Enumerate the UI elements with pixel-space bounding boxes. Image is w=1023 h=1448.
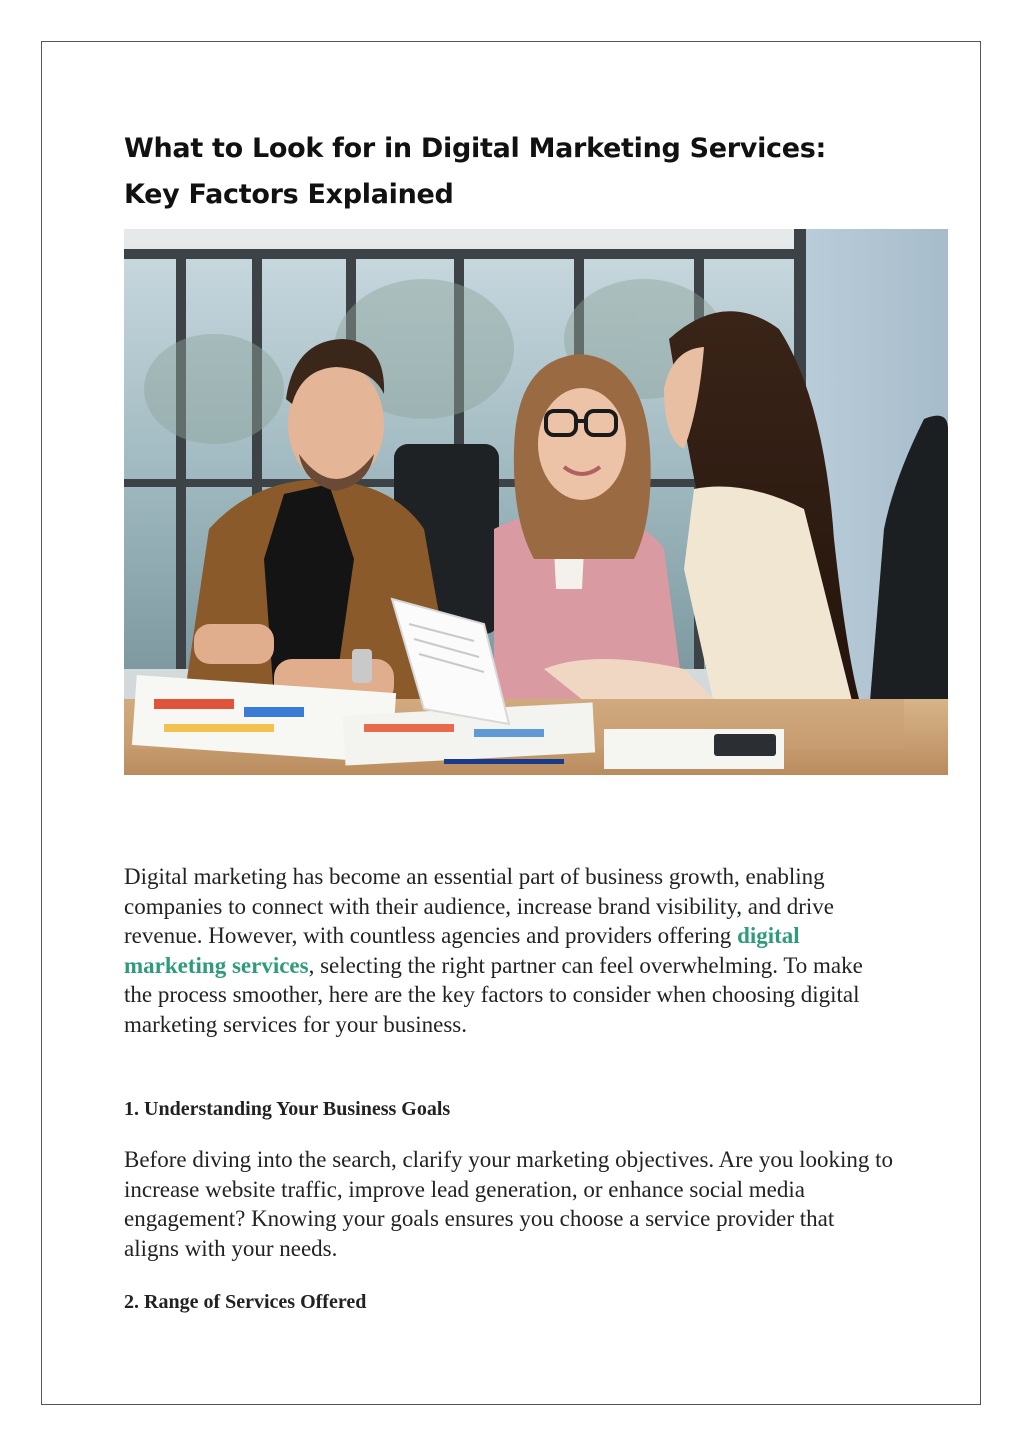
page-title: What to Look for in Digital Marketing Services: Key Factors Explained bbox=[124, 133, 827, 210]
hero-image bbox=[124, 229, 948, 775]
document-page bbox=[41, 41, 981, 1405]
digital-marketing-services-link[interactable]: digital marketing services bbox=[124, 923, 800, 978]
section-body-business-goals: Before diving into the search, clarify your marketing objectives. Are you looking to increase website traffic, improve lead generation, or enhance social media engagement? Knowing your goals ensures you choose a service provider that aligns with your needs. bbox=[124, 1147, 894, 1261]
section-heading-range-of-services: 2. Range of Services Offered bbox=[124, 1291, 367, 1313]
intro-text-after-link: , selecting the right partner can feel overwhelming. To make the process smoother, here are the key factors to consider when choosing digital marketing services for your business. bbox=[124, 952, 863, 1037]
intro-paragraph bbox=[124, 862, 894, 1040]
office-meeting-photo bbox=[124, 229, 948, 775]
section-heading-business-goals: 1. Understanding Your Business Goals bbox=[124, 1098, 451, 1120]
intro-text-before-link: Digital marketing has become an essential part of business growth, enabling companies to connect with their audience, increase brand visibility, and drive revenue. However, with countless agencies and providers offering bbox=[124, 864, 834, 949]
